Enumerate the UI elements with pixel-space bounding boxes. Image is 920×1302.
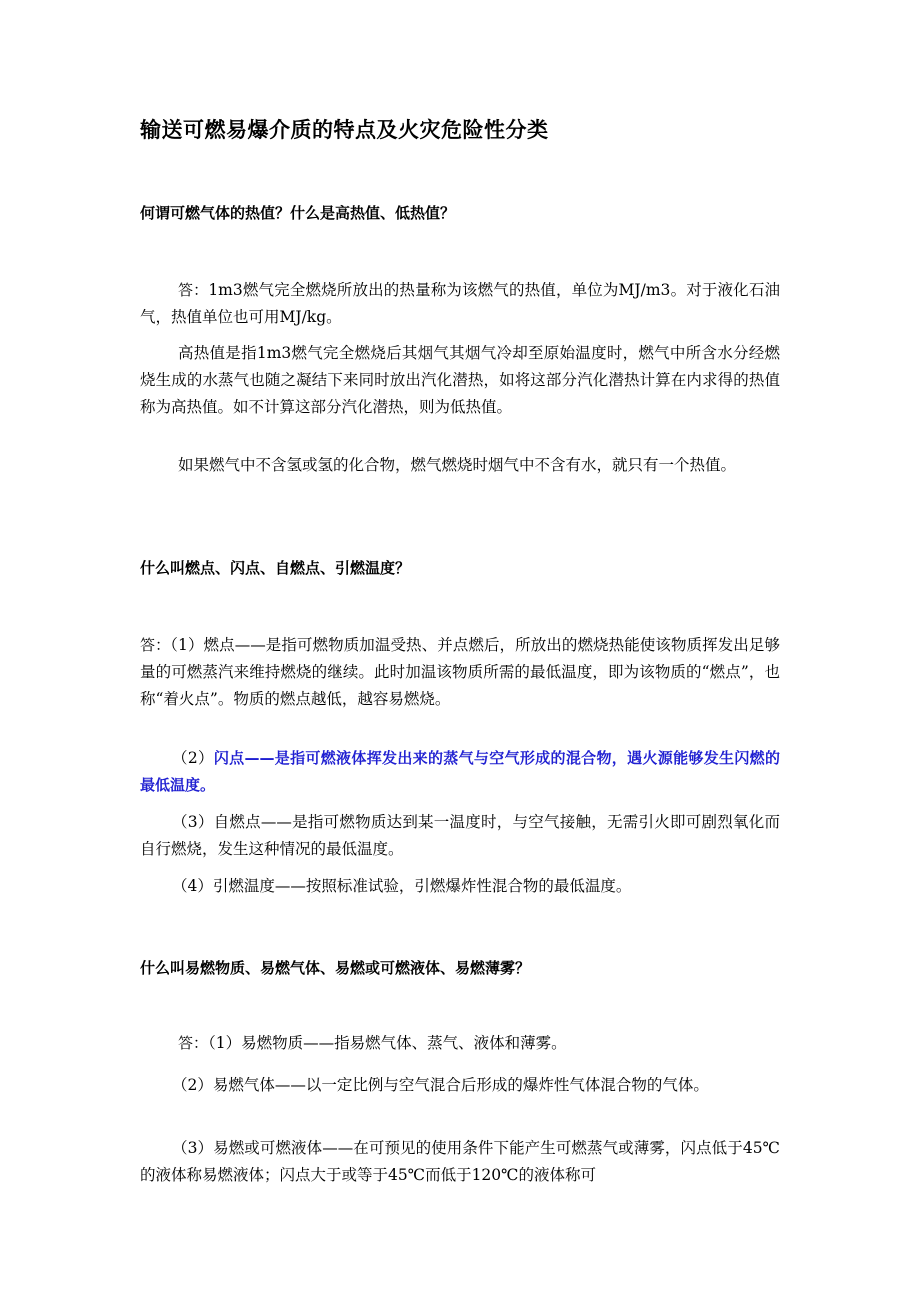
answer-ignition-p1 (140, 632, 780, 713)
answer-flammable-p3: （3）易燃或可燃液体——在可预见的使用条件下能产生可燃蒸气或薄雾，闪点低于45℃的液体称易燃液体；闪点大于或等于45℃而低于120℃的液体称可 (140, 1139, 780, 1184)
answer-heating-value-p3: 如果燃气中不含氢或氢的化合物，燃气燃烧时烟气中不含有水，就只有一个热值。 (178, 456, 737, 474)
answer-heating-value-p2: 高热值是指1m3燃气完全燃烧后其烟气其烟气冷却至原始温度时，燃气中所含水分经燃烧生成的水蒸气也随之凝结下来同时放出汽化潜热，如将这部分汽化潜热计算在内求得的热值称为高热值。如不计算这部分汽化潜热，则为低热值。 (140, 344, 780, 416)
question-ignition-points: 什么叫燃点、闪点、自燃点、引燃温度？ (140, 559, 411, 577)
answer-label: 答： (178, 281, 209, 299)
answer-ignition-p2 (140, 745, 780, 799)
answer-ignition-p3: （3）自燃点——是指可燃物质达到某一温度时，与空气接触，无需引火即可剧烈氧化而自行燃烧，发生这种情况的最低温度。 (140, 813, 780, 858)
question-heating-value: 何谓可燃气体的热值？什么是高热值、低热值？ (140, 204, 456, 222)
answer-ignition-p4: （4）引燃温度——按照标准试验，引燃爆炸性混合物的最低温度。 (172, 877, 632, 895)
answer-text: 1m3燃气完全燃烧所放出的热量称为该燃气的热值，单位为MJ/m3。对于液化石油气，热值单位也可用MJ/kg。 (140, 281, 780, 326)
highlighted-flash-point-text: 闪点——是指可燃液体挥发出来的蒸气与空气形成的混合物，遇火源能够发生闪燃的最低温度。 (140, 749, 780, 794)
answer-text: （1）燃点——是指可燃物质加温受热、并点燃后，所放出的燃烧热能使该物质挥发出足够量的可燃蒸汽来维持燃烧的继续。此时加温该物质所需的最低温度，即为该物质的“燃点”，也称“着火点”。物质的燃点越低，越容易燃烧。 (140, 636, 780, 708)
answer-text: （1）易燃物质——指易燃气体、蒸气、液体和薄雾。 (208, 1034, 567, 1052)
item-number: （2） (172, 749, 214, 767)
answer-label: 答： (140, 636, 171, 654)
answer-label: 答： (178, 1034, 209, 1052)
answer-flammable-p1 (140, 1030, 780, 1057)
question-flammable-substances: 什么叫易燃物质、易燃气体、易燃或可燃液体、易燃薄雾？ (140, 959, 531, 977)
answer-heating-value-p1 (140, 277, 780, 331)
document-title: 输送可燃易爆介质的特点及火灾危险性分类 (140, 117, 549, 142)
answer-flammable-p2: （2）易燃气体——以一定比例与空气混合后形成的爆炸性气体混合物的气体。 (172, 1076, 709, 1094)
